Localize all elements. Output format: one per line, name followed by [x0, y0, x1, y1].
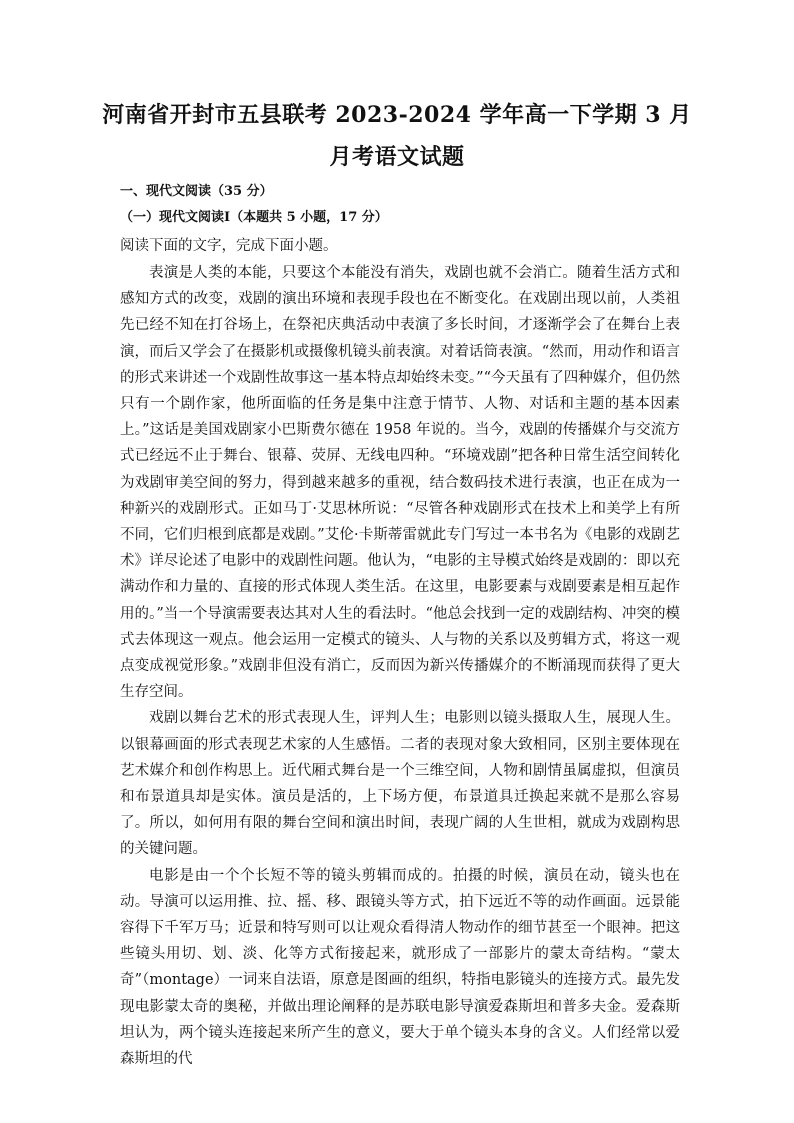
section-heading: 一、现代文阅读（35 分）: [120, 184, 273, 199]
exam-title-line-2: 月考语文试题: [329, 144, 465, 170]
reading-instruction: 阅读下面的文字，完成下面小题。: [120, 238, 338, 254]
passage-paragraph: 表演是人类的本能，只要这个本能没有消失，戏剧也就不会消亡。随着生活方式和感知方式的改变，戏剧的演出环境和表现手段也在不断变化。在戏剧出现以前，人类祖先已经不知在打谷场上，在祭祀庆典活动中表演了多长时间，才逐渐学会了在舞台上表演，而后又学会了在摄影机或摄像机镜头前表演。对着话筒表演。“然而，用动作和语言的形式来讲述一个戏剧性故事这一基本特点却始终未变。”“今天虽有了四种媒介，但仍然只有一个剧作家，他所面临的任务是集中注意于情节、人物、对话和主题的基本因素上。”这话是美国戏剧家小巴斯费尔德在 1958 年说的。当今，戏剧的传播媒介与交流方式已经远不止于舞台、银幕、荧屏、无线电四种。“环境戏剧”把各种日常生活空间转化为戏剧审美空间的努力，得到越来越多的重视，结合数码技术进行表演，也正在成为一种新兴的戏剧形式。正如马丁·艾思林所说：“尽管各种戏剧形式在技术上和美学上有所不同，它们归根到底都是戏剧。”艾伦·卡斯蒂雷就此专门写过一本书名为《电影的戏剧艺术》详尽论述了电影中的戏剧性问题。他认为，“电影的主导模式始终是戏剧的：即以充满动作和力量的、直接的形式体现人类生活。在这里，电影要素与戏剧要素是相互起作用的。”当一个导演需要表达其对人生的看法时。“他总会找到一定的戏剧结构、冲突的模式去体现这一观点。他会运用一定模式的镜头、人与物的关系以及剪辑方式，将这一观点变成视觉形象。”戏剧非但没有消亡，反而因为新兴传播媒介的不断涌现而获得了更大生存空间。: [120, 265, 680, 701]
passage-paragraph: 戏剧以舞台艺术的形式表现人生，评判人生；电影则以镜头摄取人生，展现人生。以银幕画面的形式表现艺术家的人生感悟。二者的表现对象大致相同，区别主要体现在艺术媒介和创作构思上。近代厢式舞台是一个三维空间，人物和剧情虽属虚拟，但演员和布景道具却是实体。演员是活的，上下场方便，布景道具迁换起来就不是那么容易了。所以，如何用有限的舞台空间和演出时间，表现广阔的人生世相，就成为戏剧构思的关键问题。: [120, 710, 680, 858]
subsection-heading: （一）现代文阅读Ⅰ（本题共 5 小题，17 分）: [120, 210, 388, 225]
exam-title-line-1: 河南省开封市五县联考 2023-2024 学年高一下学期 3 月: [102, 102, 692, 128]
passage-body: [120, 260, 680, 1072]
passage-paragraph: 电影是由一个个长短不等的镜头剪辑而成的。拍摄的时候，演员在动，镜头也在动。导演可以运用推、拉、摇、移、跟镜头等方式，拍下远近不等的动作画面。远景能容得下千军万马；近景和特写则可以让观众看得清人物动作的细节甚至一个眼神。把这些镜头用切、划、淡、化等方式衔接起来，就形成了一部影片的蒙太奇结构。“蒙太奇”（montage）一词来自法语，原意是图画的组织，特指电影镜头的连接方式。最先发现电影蒙太奇的奥秘，并做出理论阐释的是苏联电影导演爱森斯坦和普多夫金。爱森斯坦认为，两个镜头连接起来所产生的意义，要大于单个镜头本身的含义。人们经常以爱森斯坦的代: [120, 867, 680, 1068]
